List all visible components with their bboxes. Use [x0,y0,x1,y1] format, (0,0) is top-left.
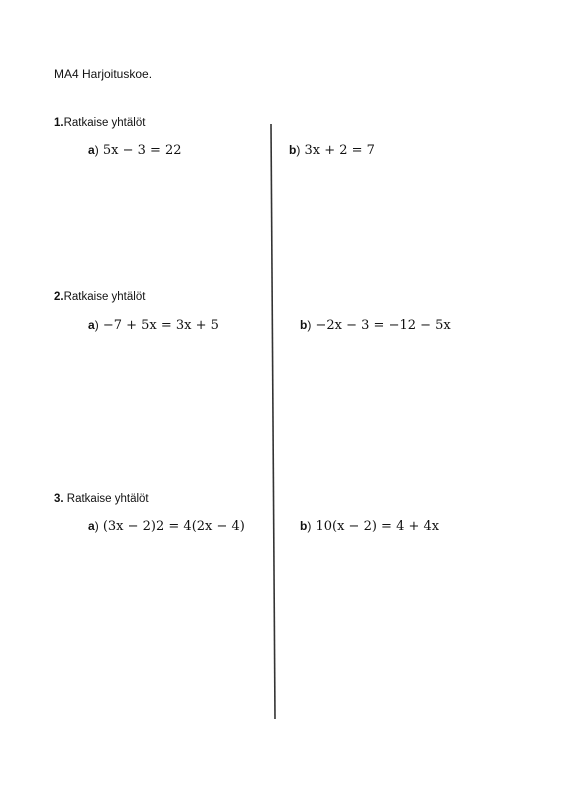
task-2a-equation: −7 + 5x = 3x + 5 [102,318,219,333]
task-2-number: 2. [54,291,64,303]
task-1a-label: a [88,143,95,157]
task-2a-equation-row: a) −7 + 5x = 3x + 5 [88,318,219,333]
task-1a-equation-row: a) 5x − 3 = 22 [88,143,182,158]
task-2b-equation: −2x − 3 = −12 − 5x [315,318,451,333]
task-1-instruction: Ratkaise yhtälöt [63,117,146,129]
task-1a-equation: 5x − 3 = 22 [102,143,182,158]
task-2a-label: a [88,318,95,332]
task-2b-equation-row: b) −2x − 3 = −12 − 5x [300,318,451,333]
task-2-instruction: Ratkaise yhtälöt [63,291,146,303]
task-3a-equation-row: a) (3x − 2)2 = 4(2x − 4) [88,519,245,534]
task-3a-equation: (3x − 2)2 = 4(2x − 4) [102,519,245,534]
task-3b-equation-row: b) 10(x − 2) = 4 + 4x [300,519,440,534]
task-3a-label: a [88,519,95,533]
task-1-number: 1. [54,117,64,129]
task-3b-equation: 10(x − 2) = 4 + 4x [315,519,440,534]
task-3-number: 3. [54,493,64,505]
task-2b-label: b [300,318,308,332]
task-1b-label: b [289,143,297,157]
task-1b-equation: 3x + 2 = 7 [304,143,375,158]
task-3b-label: b [300,519,308,533]
document-title: MA4 Harjoituskoe. [54,67,153,81]
task-3-instruction: Ratkaise yhtälöt [63,493,149,505]
task-1b-equation-row: b) 3x + 2 = 7 [289,143,375,158]
